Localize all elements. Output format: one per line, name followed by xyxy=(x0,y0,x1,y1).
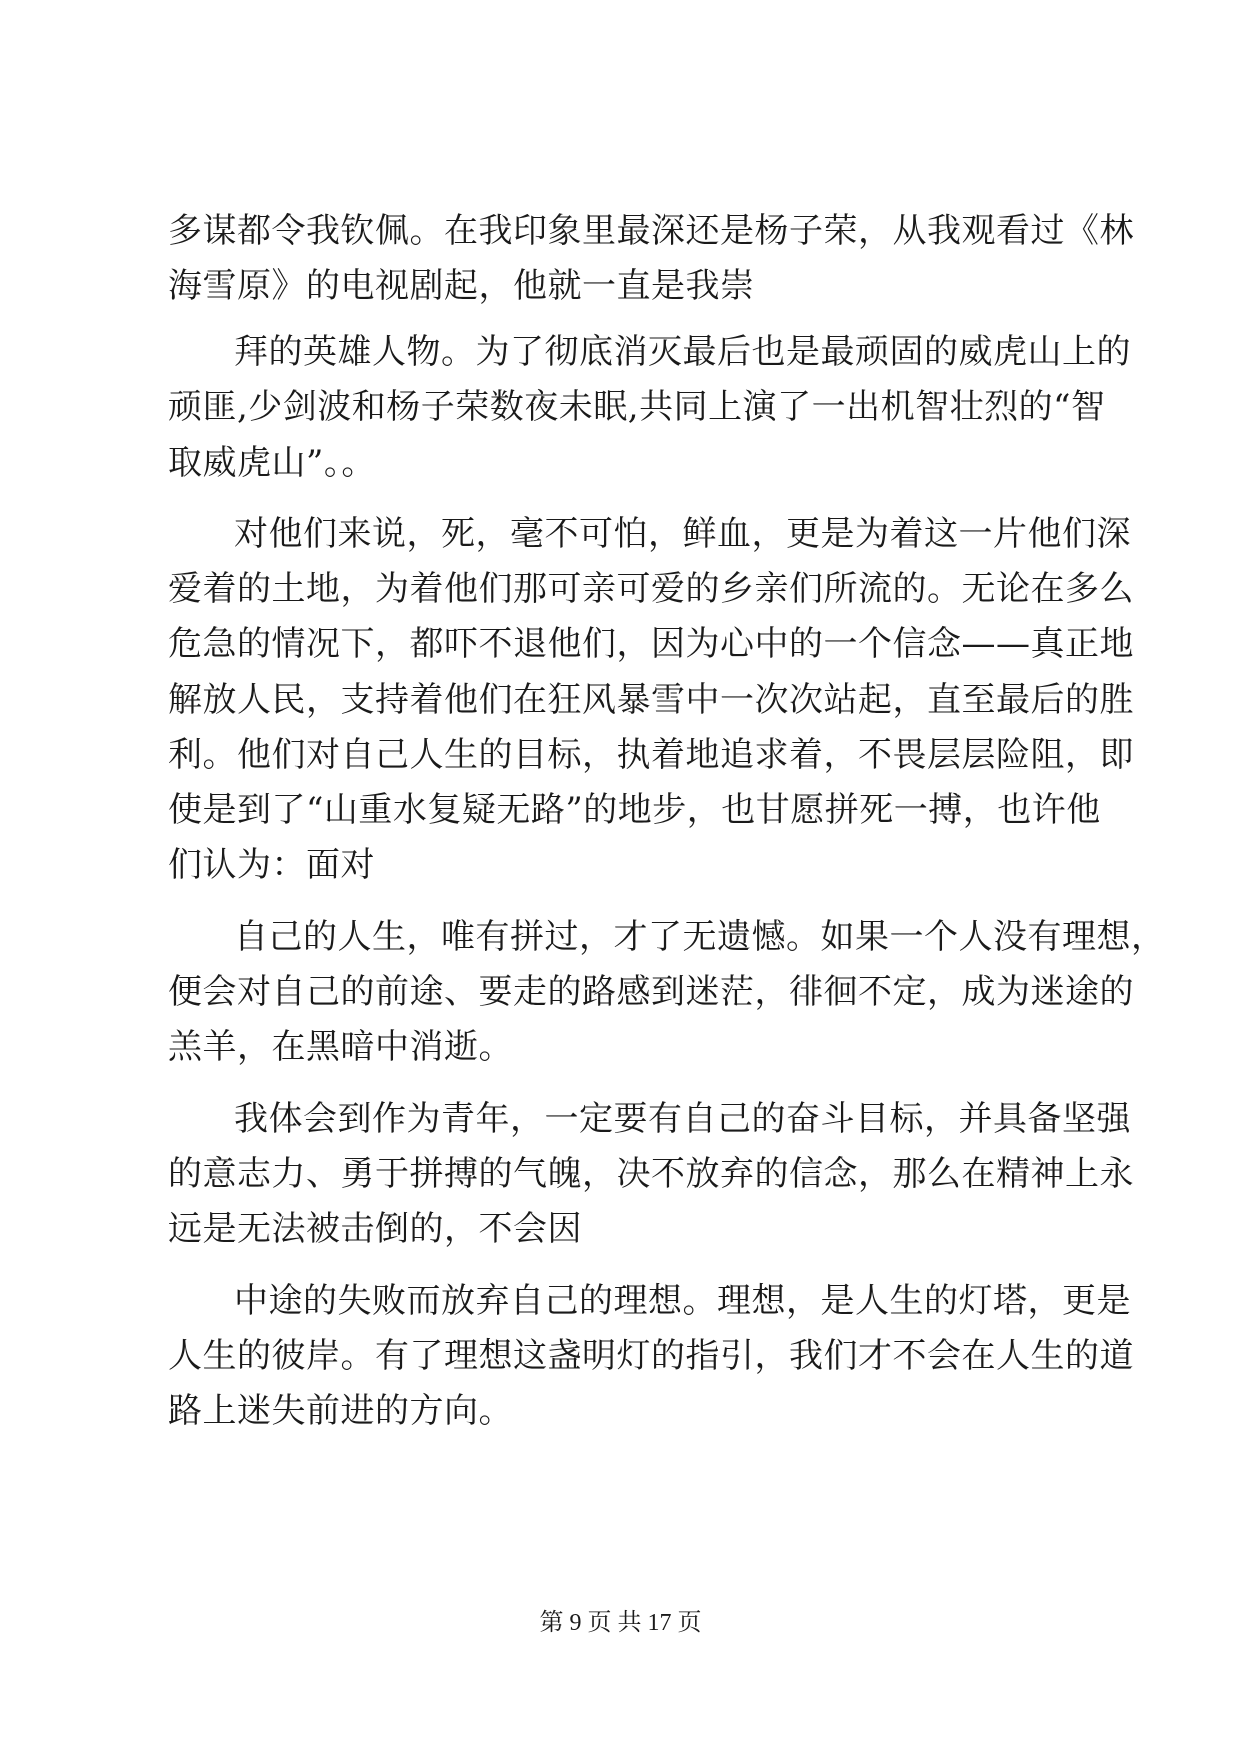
text-line: 利。他们对自己人生的目标，执着地追求着，不畏层层险阻，即 xyxy=(168,735,1134,775)
text-line: 取威虎山”。。 xyxy=(168,443,376,483)
page-footer: 第 9 页 共 17 页 xyxy=(539,1610,702,1636)
text-line: 羔羊，在黑暗中消逝。 xyxy=(168,1027,513,1067)
text-line: 多谋都令我钦佩。在我印象里最深还是杨子荣，从我观看过《林 xyxy=(168,211,1134,251)
text-line: 我体会到作为青年，一定要有自己的奋斗目标，并具备坚强 xyxy=(234,1099,1131,1139)
text-line: 顽匪,少剑波和杨子荣数夜未眠,共同上演了一出机智壮烈的“智 xyxy=(168,387,1106,427)
text-line: 们认为：面对 xyxy=(168,845,375,885)
text-line: 自己的人生，唯有拼过，才了无遗憾。如果一个人没有理想， xyxy=(234,917,1166,957)
text-line: 海雪原》的电视剧起，他就一直是我崇 xyxy=(168,266,755,306)
text-line: 拜的英雄人物。为了彻底消灭最后也是最顽固的威虎山上的 xyxy=(234,332,1131,372)
text-line: 中途的失败而放弃自己的理想。理想，是人生的灯塔，更是 xyxy=(234,1281,1131,1321)
text-line: 使是到了“山重水复疑无路”的地步，也甘愿拼死一搏，也许他 xyxy=(168,790,1101,830)
text-line: 解放人民，支持着他们在狂风暴雪中一次次站起，直至最后的胜 xyxy=(168,680,1134,720)
text-line: 的意志力、勇于拼搏的气魄，决不放弃的信念，那么在精神上永 xyxy=(168,1154,1134,1194)
text-line: 危急的情况下，都吓不退他们，因为心中的一个信念——真正地 xyxy=(168,624,1134,664)
text-line: 便会对自己的前途、要走的路感到迷茫，徘徊不定，成为迷途的 xyxy=(168,972,1134,1012)
text-line: 对他们来说，死，毫不可怕，鲜血，更是为着这一片他们深 xyxy=(234,514,1131,554)
text-line: 人生的彼岸。有了理想这盏明灯的指引，我们才不会在人生的道 xyxy=(168,1336,1134,1376)
text-line: 路上迷失前进的方向。 xyxy=(168,1391,513,1431)
text-line: 远是无法被击倒的，不会因 xyxy=(168,1209,582,1249)
text-line: 爱着的土地，为着他们那可亲可爱的乡亲们所流的。无论在多么 xyxy=(168,569,1134,609)
